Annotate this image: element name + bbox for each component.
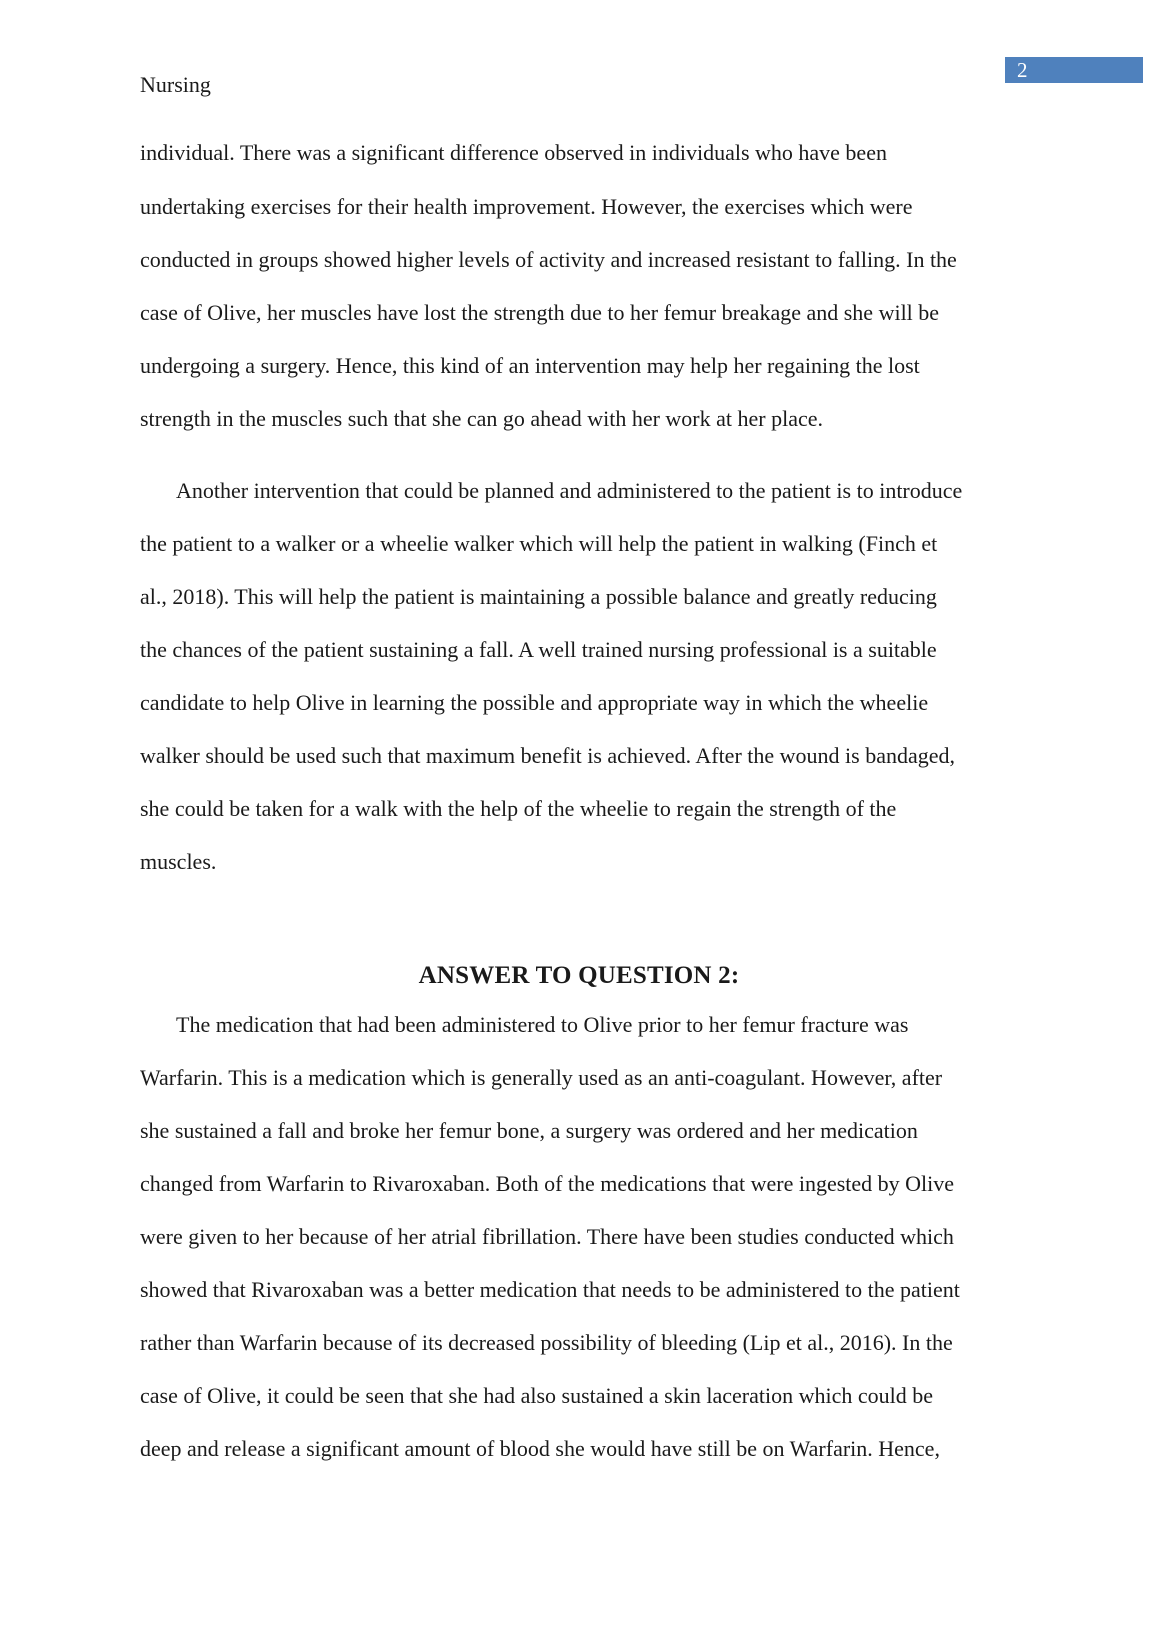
paragraph-line: walker should be used such that maximum benefit is achieved. After the wound is bandaged,	[140, 743, 956, 768]
running-head: Nursing	[140, 72, 211, 97]
paragraph-line: the chances of the patient sustaining a fall. A well trained nursing professional is a suitable	[140, 637, 937, 662]
paragraph-line: she sustained a fall and broke her femur bone, a surgery was ordered and her medication	[140, 1118, 918, 1143]
paragraph-line: undergoing a surgery. Hence, this kind of an intervention may help her regaining the lost	[140, 353, 920, 378]
paragraph-line: case of Olive, her muscles have lost the strength due to her femur breakage and she will be	[140, 300, 940, 325]
paragraph-line: showed that Rivaroxaban was a better medication that needs to be administered to the patient	[140, 1277, 960, 1302]
section-heading: ANSWER TO QUESTION 2:	[418, 962, 740, 989]
paragraph-line: individual. There was a significant difference observed in individuals who have been	[140, 140, 887, 165]
paragraph-line: deep and release a significant amount of blood she would have still be on Warfarin. Hence,	[140, 1436, 940, 1461]
paragraph-line: case of Olive, it could be seen that she had also sustained a skin laceration which could be	[140, 1383, 933, 1408]
paragraph-line: she could be taken for a walk with the help of the wheelie to regain the strength of the	[140, 796, 897, 821]
paragraph-line: were given to her because of her atrial fibrillation. There have been studies conducted which	[140, 1224, 954, 1249]
paragraph-line: muscles.	[140, 849, 217, 874]
paragraph-line: The medication that had been administered to Olive prior to her femur fracture was	[176, 1012, 909, 1037]
page-number-bar	[1005, 57, 1143, 83]
paragraph-line: conducted in groups showed higher levels of activity and increased resistant to falling. In the	[140, 247, 957, 272]
paragraph-line: rather than Warfarin because of its decreased possibility of bleeding (Lip et al., 2016). In the	[140, 1330, 953, 1355]
paragraph-line: undertaking exercises for their health improvement. However, the exercises which were	[140, 194, 913, 219]
paragraph-line: strength in the muscles such that she can go ahead with her work at her place.	[140, 406, 823, 431]
paragraph-line: al., 2018). This will help the patient is maintaining a possible balance and greatly reducing	[140, 584, 937, 609]
paragraph-line: Warfarin. This is a medication which is generally used as an anti-coagulant. However, after	[140, 1065, 943, 1090]
page-number: 2	[1017, 58, 1028, 82]
paragraph-line: Another intervention that could be planned and administered to the patient is to introduce	[176, 478, 963, 503]
paragraph-line: changed from Warfarin to Rivaroxaban. Both of the medications that were ingested by Olive	[140, 1171, 955, 1196]
paragraph-line: candidate to help Olive in learning the possible and appropriate way in which the wheelie	[140, 690, 929, 715]
paragraph-line: the patient to a walker or a wheelie walker which will help the patient in walking (Finch et	[140, 531, 938, 556]
